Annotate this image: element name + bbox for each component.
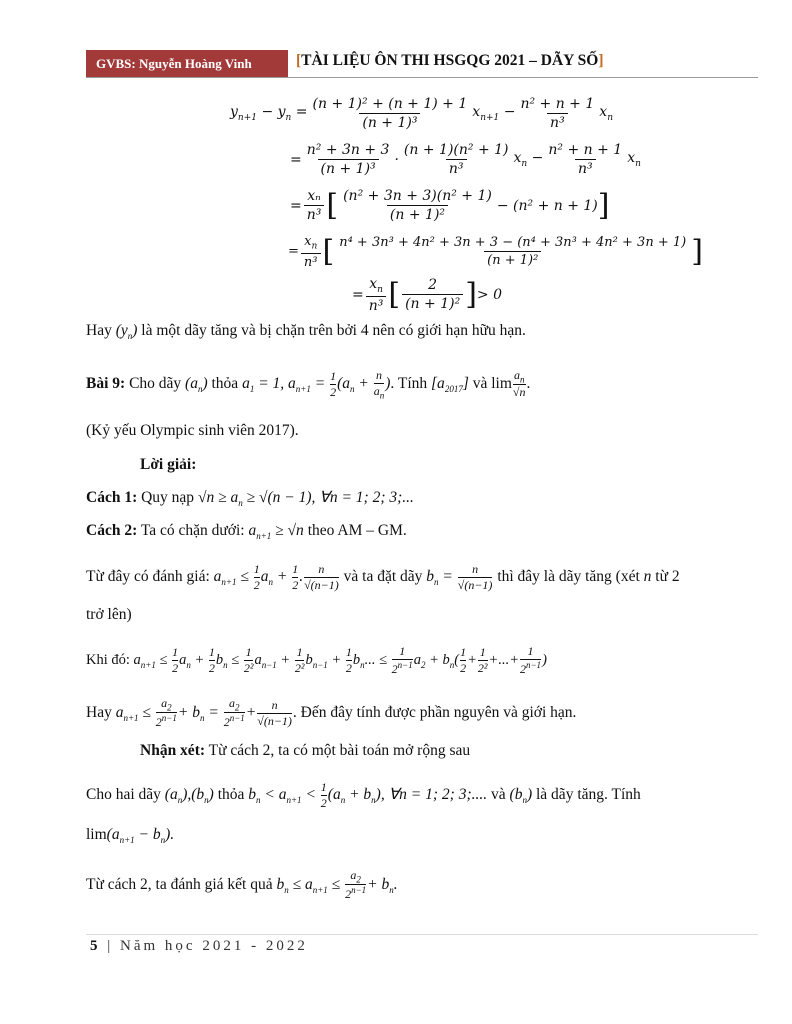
title-bracket-close: ] bbox=[598, 52, 604, 69]
title-bracket-open: [ bbox=[296, 52, 302, 69]
page-header bbox=[86, 50, 758, 78]
equation-line-3: = $\frac{\text{xₙ}}{\text{n³}}$ [ $\frac{\text{(n² + 3n + 3)(n² + 1)}}{\text{(n + 1)²}}$ − (n² + n + 1) ] bbox=[290, 187, 610, 223]
header-divider bbox=[86, 77, 758, 78]
footer-separator: | bbox=[107, 938, 114, 954]
equation-line-2: = $\frac{\text{n² + 3n + 3}}{\text{(n + 1)³}}$ · $\frac{\text{(n + 1)(n² + 1)}}{\text{n³}}$ $x_n$ − $\frac{\text{n² + n + 1}}{\text{n³}}$ $x_n$ bbox=[290, 142, 641, 177]
paragraph-hay-1: Hay $(y_n)$ là một dãy tăng và bị chặn trên bởi 4 nên có giới hạn hữu hạn. bbox=[86, 322, 526, 342]
method-1: Cách 1: Quy nạp $√n \ge a_n \ge √(n - 1)$, ∀n = 1; 2; 3;... bbox=[86, 489, 414, 509]
paragraph-khido: Khi đó: $a_{n+1}$ ≤ $\frac{1}{2}$ $a_n$ + $\frac{1}{2}$ $b_n$ ≤ $\frac{1}{\text{2²}}$ $a_{n-1}$ + $\frac{1}{\text{2²}}$ $b_{n-1}$ + $\frac{1}{2}$ $b_n$... ≤ $\frac{1}{2^{n-1}}$ $a_2 + b_n$( $\frac{1}{2}$ + $\frac{1}{\text{2²}}$ +...+ $\frac{1}{2^{n-1}}$ ) bbox=[86, 644, 547, 676]
solution-heading: Lời giải: bbox=[140, 456, 197, 473]
paragraph-final: Từ cách 2, ta đánh giá kết quả $b_n \le a_{n+1}$ ≤ $\frac{a_2}{2^{n-1}}$ + $b_n$. bbox=[86, 868, 398, 902]
remark: Nhận xét: Từ cách 2, ta có một bài toán mở rộng sau bbox=[140, 742, 471, 759]
problem-9: Bài 9: Cho dãy $(a_n)$ thỏa $a_1 = 1$, $a_{n+1}$ = $\frac{1}{2}$ ($a_n$ + $\frac{n}{a_n}$ ). Tính $[a_{2017}]$ và lim $\frac{a_n}{√n}$ . bbox=[86, 368, 531, 401]
author-label: GVBS: Nguyễn Hoàng Vinh bbox=[86, 50, 288, 78]
page-number: 5 bbox=[90, 938, 101, 954]
paragraph-estimate-cont: trở lên) bbox=[86, 606, 132, 623]
source-note: (Kỷ yếu Olympic sinh viên 2017). bbox=[86, 422, 299, 439]
equation-line-5: = $\frac{x_n}{\text{n³}}$ [ $\frac{2}{\text{(n + 1)²}}$ ] > 0 bbox=[352, 276, 502, 314]
title-text: TÀI LIỆU ÔN THI HSGQG 2021 – DÃY SỐ bbox=[301, 52, 599, 69]
method-2: Cách 2: Ta có chặn dưới: $a_{n+1} \ge √n$ theo AM – GM. bbox=[86, 522, 407, 542]
equation-line-1: $y_{n+1} - y_n$ = $\frac{\text{(n + 1)² + (n + 1) + 1}}{\text{(n + 1)³}}$ $x_{n+1}$ − $\frac{\text{n² + n + 1}}{\text{n³}}$ $x_n$ bbox=[230, 96, 613, 131]
document-title bbox=[296, 52, 604, 70]
page-footer bbox=[90, 938, 308, 955]
equation-line-4: = $\frac{x_n}{\text{n³}}$ [ $\frac{\text{n⁴ + 3n³ + 4n² + 3n + 3 − (n⁴ + 3n³ + 4n² + 3n + 1)}}{\text{(n + 1)²}}$ ] bbox=[288, 233, 703, 270]
footer-divider bbox=[86, 934, 758, 935]
limit-expression: $\lim(a_{n+1} - b_n)$. bbox=[86, 826, 175, 846]
paragraph-two-sequences: Cho hai dãy $(a_n),(b_n)$ thỏa $b_n < a_{n+1}$ < $\frac{1}{2}$ $(a_n + b_n)$, ∀n = 1; 2; 3;.... và $(b_n)$ là dãy tăng. Tính bbox=[86, 780, 641, 810]
paragraph-estimate: Từ đây có đánh giá: $a_{n+1}$ ≤ $\frac{1}{2}$ $a_n$ + $\frac{1}{2}$ . $\frac{n}{√(n-1)}$ và ta đặt dãy $b_n$ = $\frac{n}{√(n-1)}$ thì đây là dãy tăng (xét n từ 2 bbox=[86, 562, 680, 592]
school-year: Năm học 2021 - 2022 bbox=[120, 938, 308, 954]
paragraph-hay-2: Hay $a_{n+1}$ ≤ $\frac{a_2}{2^{n-1}}$ + $b_n$ = $\frac{a_2}{2^{n-1}}$ + $\frac{n}{√(n-1)}$ . Đến đây tính được phần nguyên và giới hạn. bbox=[86, 696, 577, 730]
